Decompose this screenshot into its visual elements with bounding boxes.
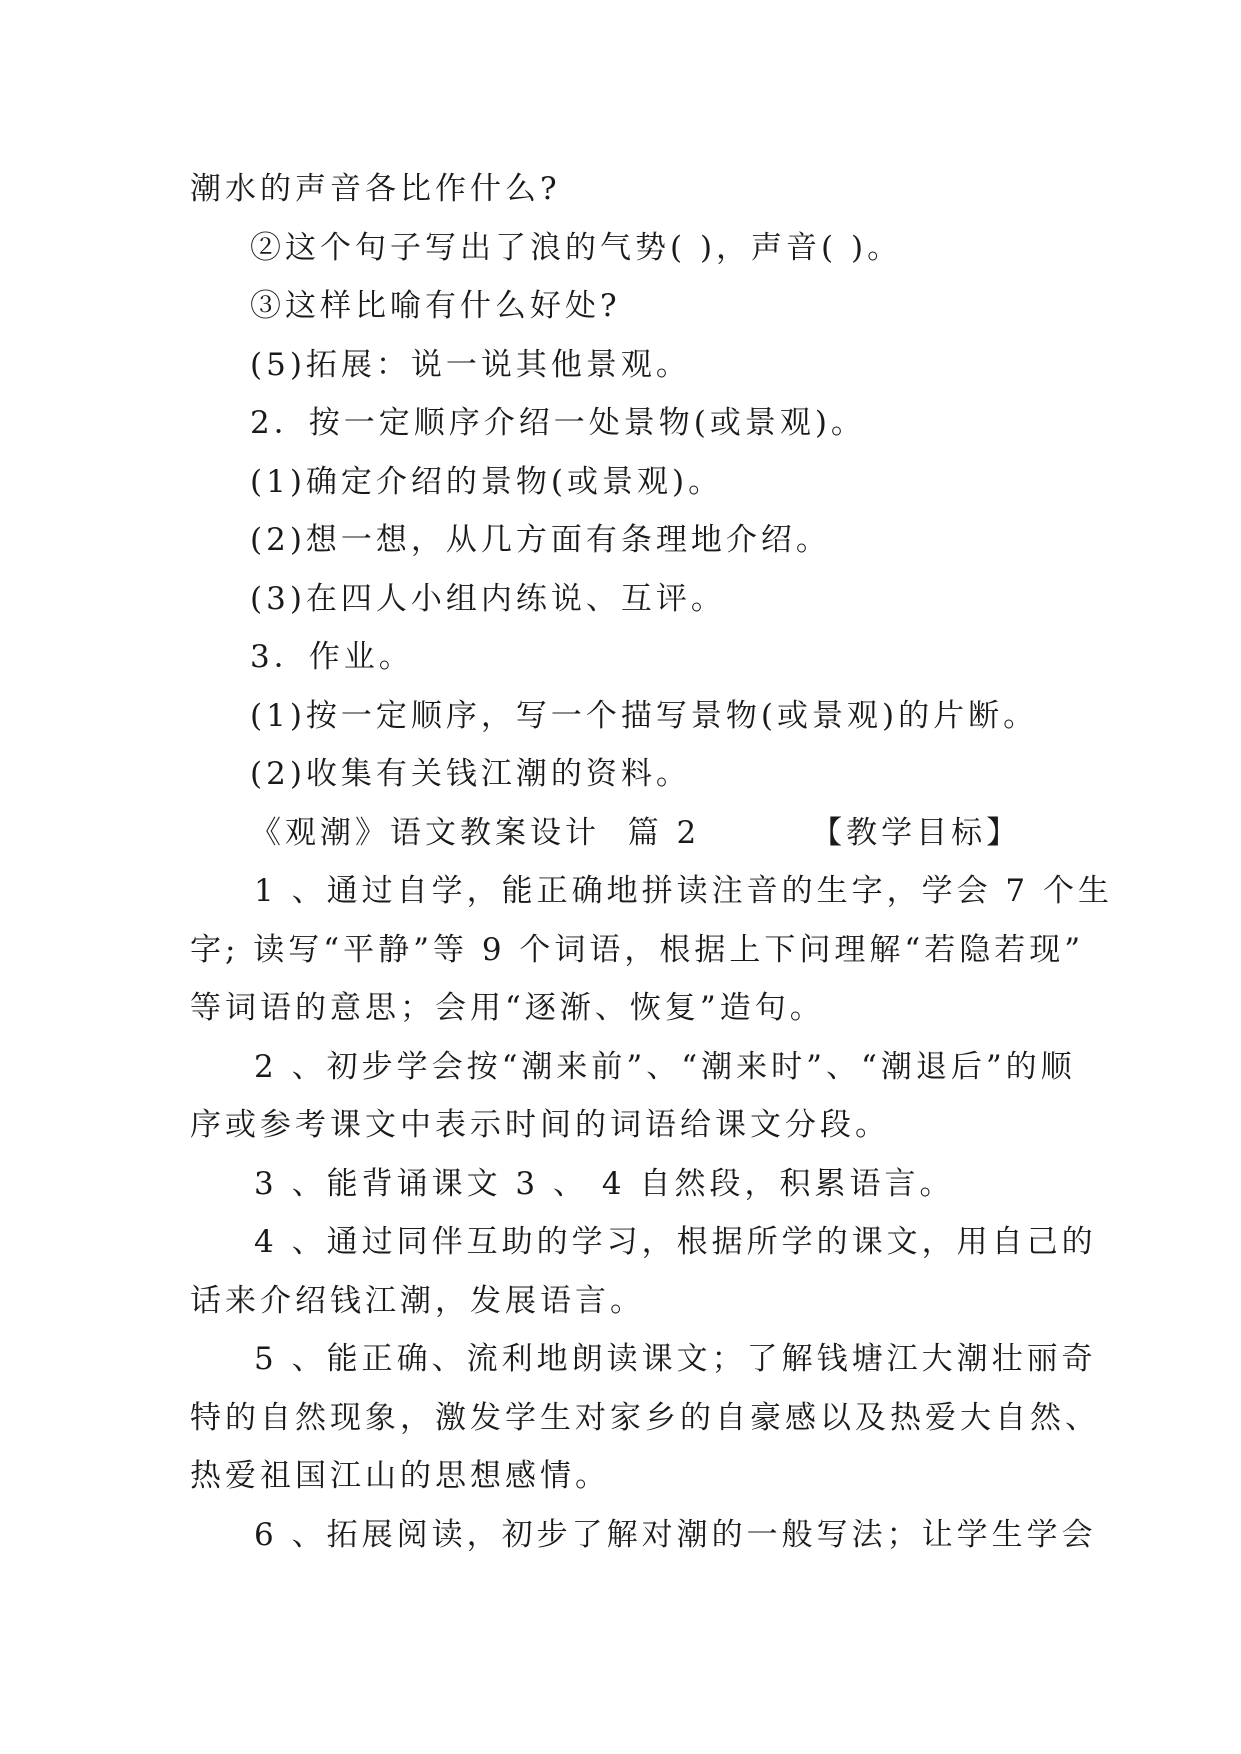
- text-line: ③这样比喻有什么好处?: [250, 288, 621, 324]
- text-line: (1)确定介绍的景物(或景观)。: [250, 463, 724, 500]
- text-line: 话来介绍钱江潮，发展语言。: [190, 1282, 645, 1319]
- text-line: 3．作业。: [250, 639, 414, 675]
- text-line: (3)在四人小组内练说、互评。: [250, 580, 726, 617]
- text-line: (1)按一定顺序，写一个描写景物(或景观)的片断。: [250, 697, 1039, 734]
- text-line: 4 、通过同伴互助的学习，根据所学的课文，用自己的: [254, 1224, 1097, 1260]
- text-line: (5)拓展：说一说其他景观。: [250, 346, 691, 383]
- text-line: 等词语的意思；会用“逐渐、恢复”造句。: [190, 990, 825, 1026]
- text-line: 3 、能背诵课文 3 、 4 自然段，积累语言。: [254, 1165, 955, 1202]
- text-line: 特的自然现象，激发学生对家乡的自豪感以及热爱大自然、: [190, 1399, 1100, 1436]
- text-line: 字; 读写“平静”等 9 个词语，根据上下问理解“若隐若现”: [190, 931, 1085, 968]
- text-line: 2 、初步学会按“潮来前”、“潮来时”、“潮退后”的顺: [254, 1048, 1076, 1085]
- text-line: 5 、能正确、流利地朗读课文；了解钱塘江大潮壮丽奇: [254, 1341, 1097, 1377]
- text-line: ②这个句子写出了浪的气势( )，声音( )。: [250, 229, 903, 266]
- text-line: 序或参考课文中表示时间的词语给课文分段。: [190, 1107, 890, 1143]
- text-line: 热爱祖国江山的思想感情。: [190, 1458, 610, 1494]
- text-line: 1 、通过自学，能正确地拼读注音的生字，学会 7 个生: [254, 873, 1114, 909]
- text-line: 2．按一定顺序介绍一处景物(或景观)。: [250, 405, 866, 441]
- text-line: 6 、拓展阅读，初步了解对潮的一般写法；让学生学会: [254, 1516, 1097, 1553]
- text-line: 潮水的声音各比作什么?: [190, 171, 561, 207]
- document-body: [190, 160, 1114, 1564]
- text-line: (2)想一想，从几方面有条理地介绍。: [250, 522, 831, 558]
- text-line: (2)收集有关钱江潮的资料。: [250, 756, 691, 792]
- section-heading: 《观潮》语文教案设计 篇 2 【教学目标】: [250, 814, 1022, 851]
